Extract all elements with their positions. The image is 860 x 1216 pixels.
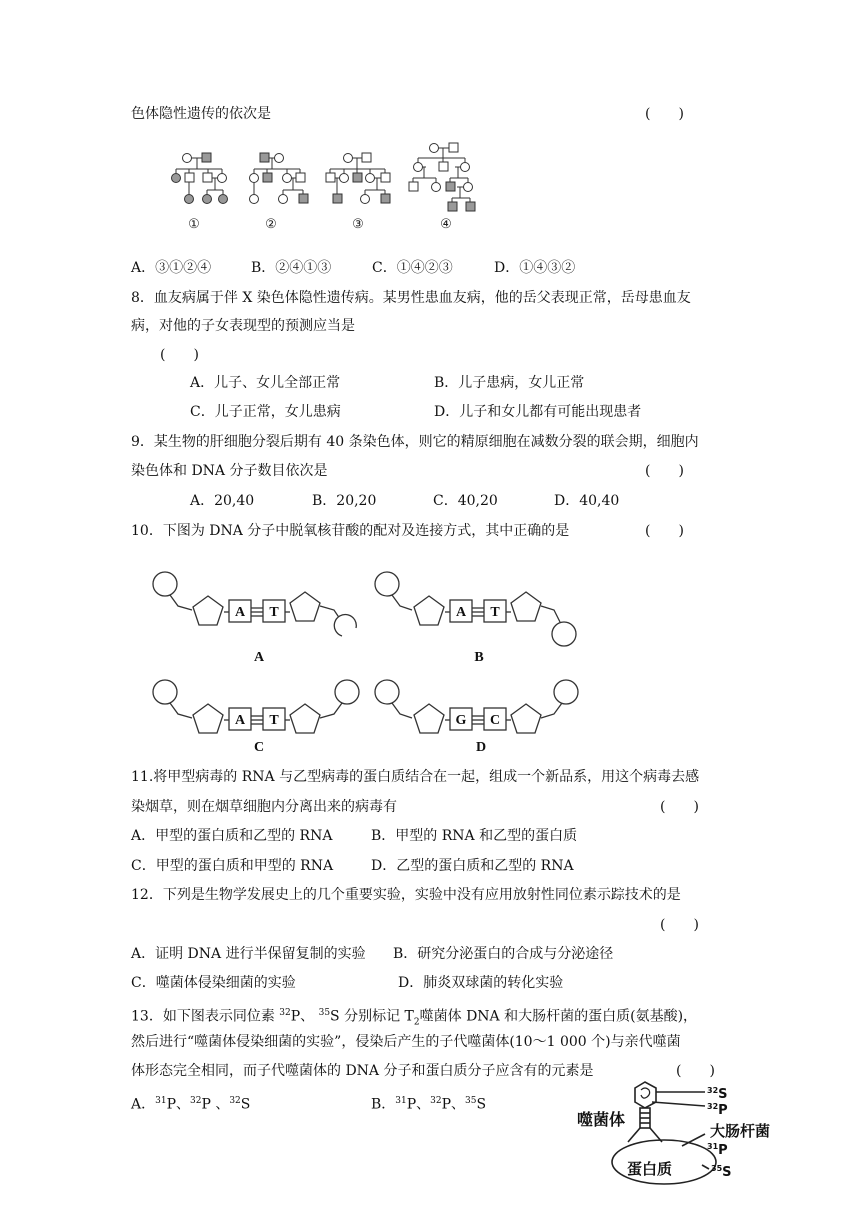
- q9-line2: 染色体和 DNA 分子数目依次是: [131, 463, 328, 479]
- q7-option-c: C．①④②③: [372, 260, 453, 276]
- q9-answer-paren: ( ): [645, 463, 684, 479]
- fig-a-base-2: T: [269, 605, 279, 620]
- q13-line3: 体形态完全相同，而子代噬菌体的 DNA 分子和蛋白质分子应含有的元素是: [131, 1063, 594, 1079]
- s35-label: $^{35}$S: [711, 1164, 732, 1180]
- q8-option-c: C．儿子正常，女儿患病: [190, 404, 341, 420]
- q11-line2: 染烟草，则在烟草细胞内分离出来的病毒有: [131, 799, 397, 815]
- p32-label: $^{32}$P: [707, 1102, 728, 1118]
- q11-option-d: D．乙型的蛋白质和乙型的 RNA: [371, 858, 574, 874]
- phage-label: 噬菌体: [577, 1110, 626, 1129]
- q10-line1: 10．下图为 DNA 分子中脱氧核苷酸的配对及连接方式，其中正确的是: [131, 523, 570, 539]
- q13-option-a: A．$^{31}$P、$^{32}$P 、$^{32}$S: [131, 1096, 251, 1113]
- q8-option-b: B．儿子患病，女儿正常: [434, 375, 585, 391]
- q8-line1: 8．血友病属于伴 X 染色体隐性遗传病。某男性患血友病，他的岳父表现正常，岳母患血友: [131, 290, 691, 306]
- pedigree-label-4: ④: [440, 216, 452, 231]
- q9-option-b: B．20,20: [312, 493, 377, 509]
- pedigree-figures: [160, 140, 500, 230]
- q11-line1: 11.将甲型病毒的 RNA 与乙型病毒的蛋白质结合在一起，组成一个新品系，用这个病毒去感: [131, 769, 700, 785]
- q12-option-c: C．噬菌体侵染细菌的实验: [131, 975, 296, 991]
- q9-line1: 9．某生物的肝细胞分裂后期有 40 条染色体，则它的精原细胞在减数分裂的联会期，细胞内: [131, 434, 699, 450]
- q9-option-d: D．40,40: [554, 493, 620, 509]
- q8-option-a: A．儿子、女儿全部正常: [190, 375, 341, 391]
- dna-pair-figures: [150, 570, 590, 760]
- q9-option-a: A．20,40: [190, 493, 255, 509]
- q13-answer-paren: ( ): [676, 1063, 715, 1079]
- q13-option-b: B．$^{31}$P、$^{32}$P、$^{35}$S: [371, 1096, 487, 1113]
- q7-option-b: B．②④①③: [251, 260, 332, 276]
- q8-answer-paren: ( ): [160, 347, 199, 363]
- p31-label: $^{31}$P: [707, 1142, 728, 1158]
- q7-option-a: A．③①②④: [131, 260, 212, 276]
- q13-line2: 然后进行“噬菌体侵染细菌的实验”，侵染后产生的子代噬菌体(10～1 000 个)与亲代噬菌: [131, 1034, 681, 1050]
- q12-option-a: A．证明 DNA 进行半保留复制的实验: [131, 946, 366, 962]
- pedigree-label-2: ②: [265, 216, 277, 231]
- q12-answer-paren: ( ): [660, 917, 699, 933]
- pedigree-label-3: ③: [352, 216, 364, 231]
- fig-c-label: C: [253, 740, 265, 755]
- q9-option-c: C．40,20: [433, 493, 498, 509]
- protein-label: 蛋白质: [627, 1160, 673, 1178]
- q13-line1: 13．如下图表示同位素 $^{32}$P、 $^{35}$S 分别标记 $T_2$噬菌体 DNA 和大肠杆菌的蛋白质(氨基酸)，: [131, 1008, 698, 1028]
- fig-d-base-1: G: [455, 713, 467, 728]
- fig-b-base-2: T: [490, 605, 500, 620]
- fig-b-label: B: [474, 650, 484, 665]
- pedigree-label-1: ①: [188, 216, 200, 231]
- q12-option-b: B．研究分泌蛋白的合成与分泌途径: [393, 946, 614, 962]
- s32-label: $^{32}$S: [707, 1086, 728, 1102]
- fig-d-base-2: C: [489, 713, 501, 728]
- q11-option-c: C．甲型的蛋白质和甲型的 RNA: [131, 858, 334, 874]
- fig-a-label: A: [253, 650, 265, 665]
- q11-answer-paren: ( ): [660, 799, 699, 815]
- q10-answer-paren: ( ): [645, 523, 684, 539]
- q12-option-d: D．肺炎双球菌的转化实验: [398, 975, 564, 991]
- fig-d-label: D: [475, 740, 487, 755]
- fig-c-base-1: A: [234, 713, 246, 728]
- bacterium-label: 大肠杆菌: [710, 1122, 771, 1140]
- q11-option-a: A．甲型的蛋白质和乙型的 RNA: [131, 828, 333, 844]
- q8-option-d: D．儿子和女儿都有可能出现患者: [434, 404, 642, 420]
- q7-stem: 色体隐性遗传的依次是: [131, 106, 271, 122]
- q11-option-b: B．甲型的 RNA 和乙型的蛋白质: [371, 828, 578, 844]
- phage-infection-figure: [572, 1080, 792, 1210]
- q7-answer-paren: ( ): [645, 106, 684, 122]
- q7-option-d: D．①④③②: [494, 260, 576, 276]
- q8-line2: 病，对他的子女表现型的预测应当是: [131, 318, 355, 334]
- q12-line1: 12．下列是生物学发展史上的几个重要实验，实验中没有应用放射性同位素示踪技术的是: [131, 887, 681, 903]
- fig-c-base-2: T: [269, 713, 279, 728]
- fig-b-base-1: A: [455, 605, 467, 620]
- fig-a-base-1: A: [234, 605, 246, 620]
